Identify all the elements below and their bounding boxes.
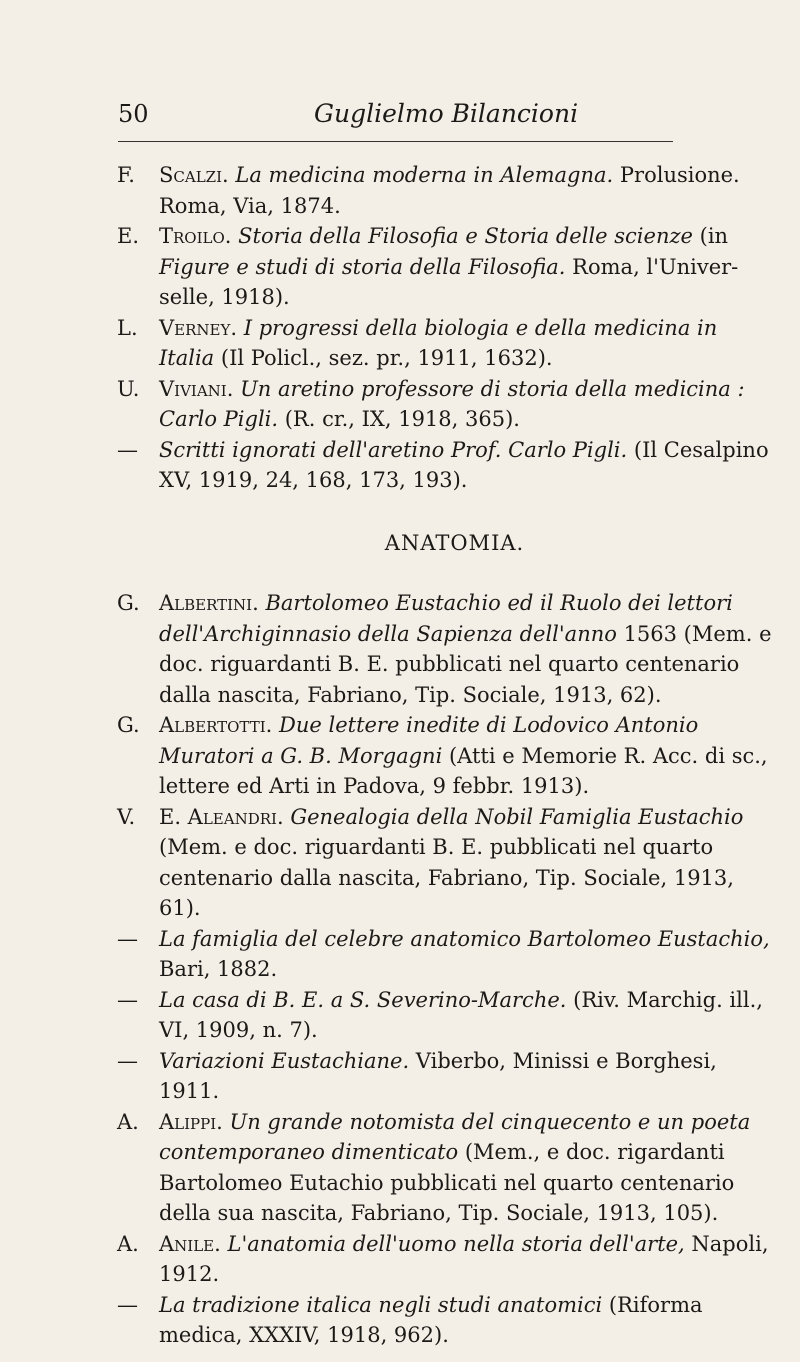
bibliography-entry bbox=[117, 1046, 772, 1107]
bibliography-entry bbox=[117, 435, 772, 496]
entry-details: (Atti e Memorie R. Acc. di sc., lettere ed Arti in Padova, 9 febbr. 1913). bbox=[159, 743, 768, 798]
bibliography bbox=[117, 160, 772, 1351]
bibliography-entry bbox=[117, 985, 772, 1046]
entry-title: La tradizione italica negli studi anatomici bbox=[159, 1292, 603, 1317]
entry-details: Napoli, 1912. bbox=[159, 1231, 769, 1286]
bibliography-entry bbox=[117, 313, 772, 374]
entry-label: A. bbox=[117, 1109, 139, 1134]
entry-label: — bbox=[117, 1048, 138, 1073]
entry-details: 1563 (Mem. e doc. riguardanti B. E. pubblicati nel quarto centenario dalla nascita, Fabriano, Tip. Sociale, 1913, 62). bbox=[159, 621, 772, 707]
entry-details: (in bbox=[692, 224, 729, 248]
entry-title: Variazioni Eustachiane. bbox=[159, 1048, 410, 1073]
entry-details: (Riv. Marchig. ill., VI, 1909, n. 7). bbox=[159, 987, 763, 1042]
entry-details: (Il Policl., sez. pr., 1911, 1632). bbox=[214, 346, 553, 370]
entry-label: — bbox=[117, 1292, 138, 1317]
entry-title: La famiglia del celebre anatomico Bartolomeo Eustachio, bbox=[159, 926, 770, 951]
entry-author: E. Aleandri. bbox=[159, 804, 284, 829]
entry-details-2: Roma, l'Univer-selle, 1918). bbox=[159, 254, 739, 309]
entry-label: E. bbox=[117, 224, 140, 248]
entry-author: Alippi. bbox=[159, 1109, 223, 1134]
entry-label: — bbox=[117, 926, 138, 951]
page-header bbox=[118, 96, 673, 146]
entry-title: Un grande notomista del cinquecento e un poeta contemporaneo dimenticato bbox=[159, 1109, 751, 1164]
entry-title: Due lettere inedite di Lodovico Antonio Muratori a G. B. Morgagni bbox=[159, 713, 699, 768]
entry-title: I progressi della biologia e della medicina in Italia bbox=[159, 315, 718, 370]
entry-title: Bartolomeo Eustachio ed il Ruolo dei lettori dell'Archiginnasio della Sapienza dell'anno bbox=[159, 591, 733, 646]
bibliography-entry bbox=[117, 802, 772, 924]
entry-details: (Riforma medica, XXXIV, 1918, 962). bbox=[159, 1292, 703, 1347]
entry-details: (Mem. e doc. riguardanti B. E. pubblicati nel quarto centenario dalla nascita, Fabriano, Tip. Sociale, 1913, 61). bbox=[159, 835, 734, 920]
bibliography-list-anatomia bbox=[117, 588, 772, 1351]
entry-label: V. bbox=[117, 804, 136, 829]
entry-details: Viberbo, Minissi e Borghesi, 1911. bbox=[159, 1048, 717, 1103]
bibliography-entry bbox=[117, 374, 772, 435]
entry-details: (Il Cesalpino XV, 1919, 24, 168, 173, 193). bbox=[159, 437, 769, 492]
entry-author: Viviani. bbox=[159, 376, 234, 401]
bibliography-entry bbox=[117, 1107, 772, 1229]
bibliography-entry bbox=[117, 710, 772, 802]
entry-label: G. bbox=[117, 591, 140, 615]
entry-author: Scalzi. bbox=[159, 163, 229, 187]
entry-label: L. bbox=[117, 315, 138, 340]
header-rule bbox=[118, 141, 673, 142]
entry-title: Scritti ignorati dell'aretino Prof. Carlo Pigli. bbox=[159, 437, 628, 462]
bibliography-entry bbox=[117, 1290, 772, 1351]
entry-label: F. bbox=[117, 163, 135, 187]
entry-title: Storia della Filosofia e Storia delle scienze bbox=[238, 224, 693, 248]
entry-label: A. bbox=[117, 1231, 139, 1256]
section-heading: ANATOMIA. bbox=[384, 530, 525, 555]
entry-label: G. bbox=[117, 713, 140, 737]
bibliography-entry bbox=[117, 1229, 772, 1290]
running-title: Guglielmo Bilancioni bbox=[314, 99, 579, 128]
entry-label: U. bbox=[117, 376, 140, 401]
entry-author: Troilo. bbox=[159, 224, 232, 248]
entry-author: Albertotti. bbox=[159, 713, 273, 737]
entry-author: Verney. bbox=[159, 315, 238, 340]
entry-label: — bbox=[117, 987, 138, 1012]
entry-title: La medicina moderna in Alemagna. bbox=[235, 163, 614, 187]
entry-title: Genealogia della Nobil Famiglia Eustachio bbox=[290, 804, 744, 829]
bibliography-list-general bbox=[117, 160, 772, 496]
entry-details: Prolusione. Roma, Via, 1874. bbox=[159, 163, 740, 218]
entry-title: La casa di B. E. a S. Severino-Marche. bbox=[159, 987, 567, 1012]
entry-details: (Mem., e doc. rigardanti Bartolomeo Eutachio pubblicati nel quarto centenario della sua nascita, Fabriano, Tip. Sociale, 1913, 105). bbox=[159, 1140, 735, 1225]
entry-details: (R. cr., IX, 1918, 365). bbox=[278, 407, 520, 431]
entry-details: Bari, 1882. bbox=[159, 957, 278, 981]
bibliography-entry bbox=[117, 924, 772, 985]
bibliography-entry bbox=[117, 221, 772, 313]
bibliography-entry bbox=[117, 160, 772, 221]
entry-author: Anile. bbox=[159, 1231, 221, 1256]
entry-title: Un aretino professore di storia della medicina : Carlo Pigli. bbox=[159, 376, 745, 431]
entry-label: — bbox=[117, 437, 138, 462]
entry-title: L'anatomia dell'uomo nella storia dell'arte, bbox=[227, 1231, 685, 1256]
bibliography-entry bbox=[117, 588, 772, 710]
entry-author: Albertini. bbox=[159, 591, 259, 615]
entry-title-2: Figure e studi di storia della Filosofia. bbox=[159, 254, 566, 279]
page-number: 50 bbox=[118, 100, 149, 128]
